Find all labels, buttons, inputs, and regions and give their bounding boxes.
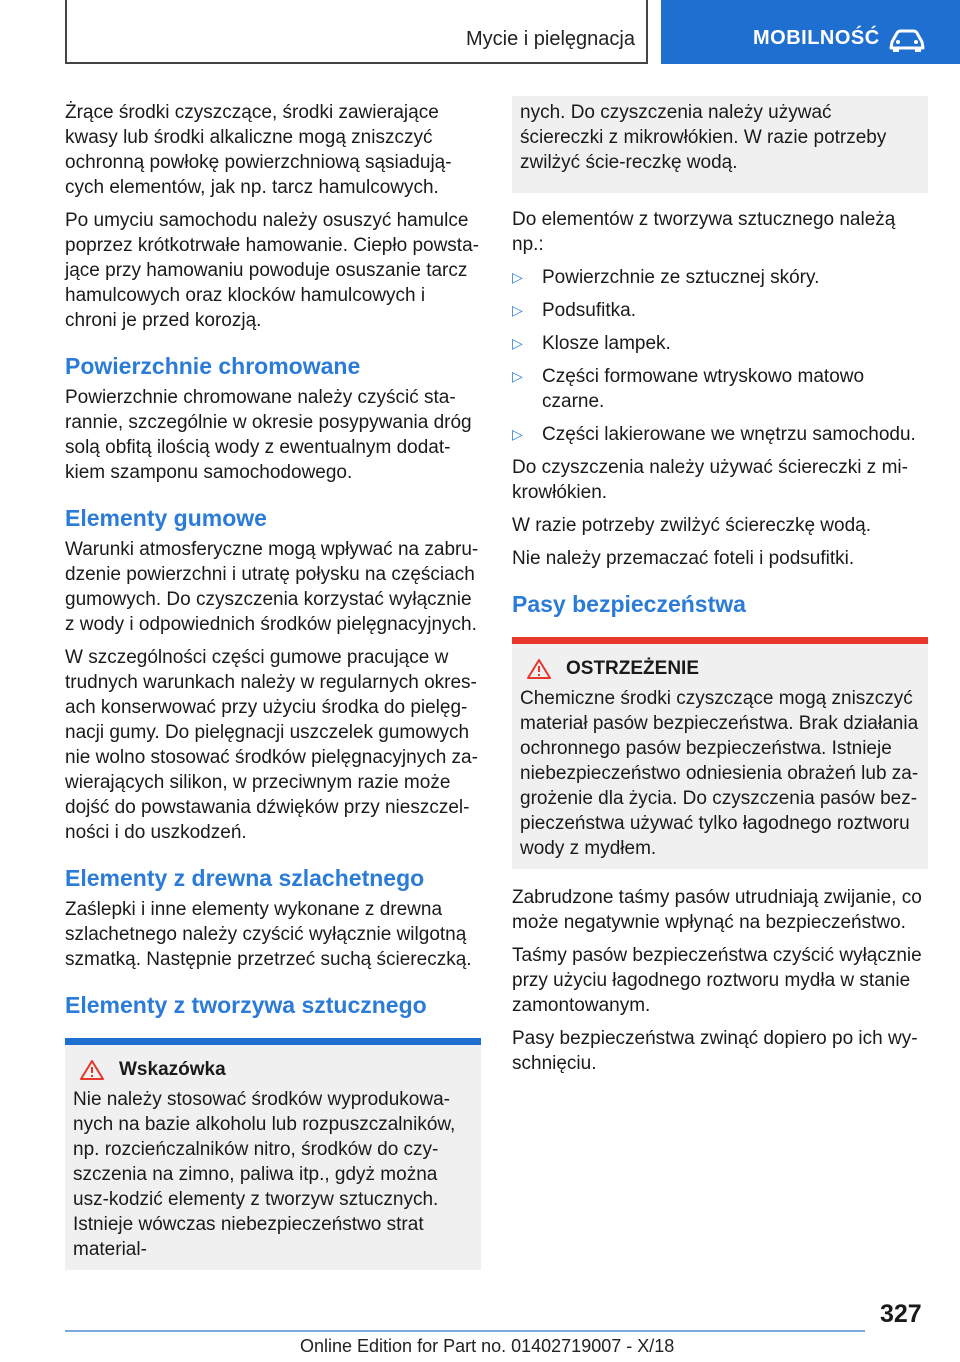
list-item: ▷ Powierzchnie ze sztucznej skóry. — [512, 267, 820, 288]
list-item: ▷ Części formowane wtryskowo matowo czarne. — [512, 366, 865, 412]
footer-edition: Online Edition for Part no. 01402719007 - X/18 — [300, 1336, 675, 1356]
warning-triangle-icon — [79, 1059, 105, 1081]
footer-divider — [65, 1330, 865, 1332]
paragraph: W razie potrzeby zwilżyć ściereczkę wodą. — [512, 515, 871, 536]
header-section-title: Mycie i pielęgnacja — [466, 28, 635, 50]
bullet-triangle-icon: ▷ — [512, 335, 523, 351]
left-column — [65, 100, 481, 1270]
bullet-triangle-icon: ▷ — [512, 302, 523, 318]
paragraph: Do elementów z tworzywa sztucznego należą np.: — [512, 209, 896, 255]
paragraph: Zabrudzone taśmy pasów utrudniają zwijanie, co może negatywnie wpłynąć na bezpieczeństwo. — [512, 887, 922, 933]
list-item: ▷ Części lakierowane we wnętrzu samochodu. — [512, 424, 916, 445]
paragraph: Warunki atmosferyczne mogą wpływać na zabru-dzenie powierzchni i utratę połysku na częściach gumowych. Do czyszczenia korzystać wyłącznie z wody i odpowiednich środków pielęgnacyjnych. — [65, 539, 479, 635]
note-title: Wskazówka — [119, 1059, 226, 1080]
paragraph: Po umyciu samochodu należy osuszyć hamulce poprzez krótkotrwałe hamowanie. Ciepło powsta-jące przy hamowaniu powoduje osuszanie tarcz hamulcowych oraz klocków hamulcowych i chroni je przed korozją. — [65, 210, 479, 331]
plastic-elements-list — [512, 265, 928, 447]
paragraph: Zaślepki i inne elementy wykonane z drewna szlachetnego należy czyścić wyłącznie wilgotną szmatką. Następnie przetrzeć suchą ściereczką. — [65, 899, 472, 970]
paragraph: Taśmy pasów bezpieczeństwa czyścić wyłącznie przy użyciu łagodnego roztworu mydła w stanie zamontowanym. — [512, 945, 922, 1016]
page-number: 327 — [880, 1300, 922, 1328]
heading-wood-elements: Elementy z drewna szlachetnego — [65, 865, 425, 891]
note-text: Nie należy stosować środków wyprodukowa-nych na bazie alkoholu lub rozpuszczalników, np. rozcieńczalników nitro, środków do czy-szczenia na zimno, paliwa itp., gdyż można usz-kodzić elementy z tworzyw sztucznych. Istnieje wówczas niebezpieczeństwo strat material- — [73, 1089, 456, 1260]
heading-seat-belts: Pasy bezpieczeństwa — [512, 591, 746, 617]
warning-triangle-icon — [526, 658, 552, 680]
list-item: ▷ Klosze lampek. — [512, 333, 671, 354]
chapter-label: MOBILNOŚĆ — [753, 27, 880, 49]
note-text-continued: nych. Do czyszczenia należy używać ściereczki z mikrowłókien. W razie potrzeby zwilżyć ście-reczkę wodą. — [520, 102, 887, 173]
paragraph: Do czyszczenia należy używać ściereczki z mi-krowłókien. — [512, 457, 908, 503]
warning-box — [512, 637, 928, 869]
paragraph: Powierzchnie chromowane należy czyścić sta-rannie, szczególnie w okresie posypywania dróg solą obfitą ilością wody z ewentualnym dodat-kiem szamponu samochodowego. — [65, 387, 472, 483]
car-icon — [888, 28, 926, 54]
right-column — [512, 100, 928, 1084]
note-box — [65, 1038, 481, 1270]
paragraph: W szczególności części gumowe pracujące w trudnych warunkach należy w regularnych okres-ach konserwować przy użyciu środka do pielęg-nacji gumy. Do pielęgnacji uszczelek gumowych nie wolno stosować środków pielęgnacyjnych za-wierających silikon, w przeciwnym razie może dojść do powstawania dźwięków przy nieszczel-ności i do uszkodzeń. — [65, 647, 478, 843]
list-item: ▷ Podsufitka. — [512, 300, 636, 321]
bullet-triangle-icon: ▷ — [512, 269, 523, 285]
paragraph: Pasy bezpieczeństwa zwinąć dopiero po ich wy-schnięciu. — [512, 1028, 918, 1074]
heading-chrome-surfaces: Powierzchnie chromowane — [65, 353, 361, 379]
bullet-triangle-icon: ▷ — [512, 426, 523, 442]
note-continuation — [512, 96, 928, 193]
heading-rubber-elements: Elementy gumowe — [65, 505, 267, 531]
bullet-triangle-icon: ▷ — [512, 368, 523, 384]
paragraph: Nie należy przemaczać foteli i podsufitki. — [512, 548, 855, 569]
warning-text: Chemiczne środki czyszczące mogą zniszczyć materiał pasów bezpieczeństwa. Brak działania ochronnego pasów bezpieczeństwa. Istnieje niebezpieczeństwo odniesienia obrażeń lub za-grożenie dla życia. Do czyszczenia pasów bez-pieczeństwa używać tylko łagodnego roztworu wody z mydłem. — [520, 688, 919, 859]
paragraph: Żrące środki czyszczące, środki zawierające kwasy lub środki alkaliczne mogą zniszczyć ochronną powłokę powierzchniową sąsiadują-cych elementów, jak np. tarcz hamulcowych. — [65, 102, 452, 198]
warning-title: OSTRZEŻENIE — [566, 658, 700, 679]
heading-plastic-elements: Elementy z tworzywa sztucznego — [65, 992, 427, 1018]
